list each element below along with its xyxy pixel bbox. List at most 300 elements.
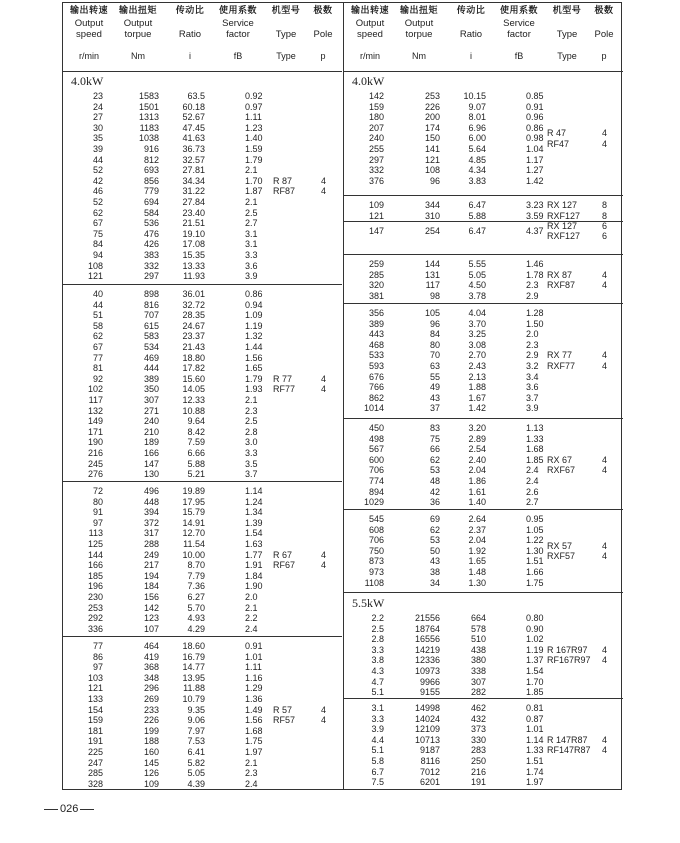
service-factor-cell: 1.44 bbox=[245, 342, 263, 352]
output-torque-cell: 80 bbox=[429, 339, 440, 350]
output-torque-cell: 117 bbox=[425, 280, 440, 291]
ratio-cell: 5.05 bbox=[187, 768, 205, 779]
output-torque-cell: 107 bbox=[143, 623, 159, 634]
output-torque-cell: 53 bbox=[429, 535, 440, 546]
output-speed-cell: 27 bbox=[92, 112, 103, 123]
ratio-cell: 7.59 bbox=[187, 437, 205, 448]
output-speed-cell: 332 bbox=[368, 165, 384, 176]
service-factor-cell: 2.3 bbox=[526, 339, 539, 350]
output-torque-cell: 166 bbox=[143, 448, 159, 458]
service-factor-cell: 2.1 bbox=[245, 757, 258, 768]
pole-count-label: 4 bbox=[602, 269, 608, 280]
left-group-2 bbox=[63, 482, 342, 637]
pole-count-label: 4 bbox=[602, 655, 608, 666]
service-factor-cell: 1.51 bbox=[526, 756, 544, 766]
ratio-cell: 6.27 bbox=[187, 592, 205, 602]
output-speed-cell: 297 bbox=[368, 154, 384, 165]
service-factor-cell: 3.4 bbox=[526, 371, 539, 382]
pole-count-label: 4 bbox=[602, 745, 608, 756]
output-speed-cell: 97 bbox=[92, 662, 103, 673]
service-factor-cell: 2.4 bbox=[245, 778, 258, 789]
ratio-cell: 19.89 bbox=[182, 486, 205, 496]
left-header-en1 bbox=[308, 18, 338, 30]
ratio-cell: 283 bbox=[470, 745, 486, 756]
right-header-cn: 机型号 bbox=[552, 6, 582, 16]
output-torque-cell: 131 bbox=[424, 269, 440, 280]
output-torque-cell: 108 bbox=[424, 165, 440, 176]
output-speed-cell: 121 bbox=[87, 271, 103, 282]
output-speed-cell: 91 bbox=[92, 507, 103, 518]
ratio-cell: 5.05 bbox=[468, 269, 486, 280]
output-speed-cell: 468 bbox=[368, 339, 384, 350]
model-type-label: RF147R87 bbox=[547, 745, 591, 756]
output-speed-cell: 3.3 bbox=[371, 713, 384, 724]
service-factor-cell: 1.19 bbox=[526, 644, 544, 655]
output-torque-cell: 233 bbox=[143, 704, 159, 715]
output-speed-cell: 6.7 bbox=[371, 766, 384, 777]
page-number: 026 bbox=[60, 803, 79, 815]
output-torque-cell: 37 bbox=[429, 403, 440, 414]
service-factor-cell: 1.22 bbox=[526, 535, 544, 546]
footer-rule-left bbox=[44, 809, 58, 810]
service-factor-cell: 2.1 bbox=[245, 395, 258, 405]
output-torque-cell: 66 bbox=[429, 444, 440, 455]
ratio-cell: 9.06 bbox=[187, 715, 205, 726]
output-torque-cell: 69 bbox=[429, 514, 440, 524]
ratio-cell: 9.35 bbox=[187, 704, 205, 715]
service-factor-cell: 0.95 bbox=[526, 514, 544, 524]
output-speed-cell: 1014 bbox=[363, 403, 384, 414]
ratio-cell: 27.84 bbox=[182, 197, 205, 207]
ratio-cell: 578 bbox=[470, 623, 486, 634]
pole-count-label: 4 bbox=[602, 644, 608, 655]
output-speed-cell: 973 bbox=[368, 567, 384, 577]
pole-count-label: 4 bbox=[321, 715, 327, 726]
ratio-cell: 3.25 bbox=[468, 329, 486, 340]
output-torque-cell: 121 bbox=[424, 154, 440, 165]
ratio-cell: 52.67 bbox=[182, 112, 205, 123]
service-factor-cell: 4.37 bbox=[526, 226, 544, 236]
pole-count-label: 8 bbox=[602, 200, 608, 210]
output-speed-cell: 149 bbox=[87, 416, 103, 427]
spec-table-sheet bbox=[62, 2, 622, 790]
output-speed-cell: 84 bbox=[92, 239, 103, 250]
model-type-label: R 57 bbox=[273, 704, 293, 715]
output-torque-cell: 253 bbox=[424, 91, 440, 101]
pole-count-label: 4 bbox=[602, 361, 608, 371]
output-speed-cell: 103 bbox=[87, 672, 103, 683]
output-speed-cell: 132 bbox=[87, 405, 103, 416]
output-speed-cell: 873 bbox=[368, 556, 384, 567]
service-factor-cell: 0.81 bbox=[526, 703, 544, 713]
output-speed-cell: 5.1 bbox=[371, 745, 384, 756]
service-factor-cell: 1.97 bbox=[526, 777, 544, 788]
service-factor-cell: 3.6 bbox=[245, 260, 258, 271]
ratio-cell: 6.47 bbox=[468, 200, 486, 210]
service-factor-cell: 0.90 bbox=[526, 623, 544, 634]
output-speed-cell: 40 bbox=[92, 289, 103, 299]
output-torque-cell: 200 bbox=[424, 112, 440, 123]
service-factor-cell: 3.7 bbox=[245, 469, 258, 480]
ratio-cell: 282 bbox=[470, 687, 486, 698]
left-header-col-0 bbox=[69, 6, 109, 41]
output-speed-cell: 285 bbox=[87, 768, 103, 779]
ratio-cell: 47.45 bbox=[182, 122, 205, 133]
pole-count-label: 4 bbox=[602, 128, 608, 139]
right-header-en2: Ratio bbox=[459, 29, 483, 40]
pole-count-label: 4 bbox=[602, 540, 608, 551]
ratio-cell: 1.30 bbox=[468, 577, 486, 588]
model-type-label: RX 77 bbox=[547, 350, 573, 361]
output-torque-cell: 296 bbox=[143, 683, 159, 694]
left-header-col-1 bbox=[109, 6, 167, 41]
output-speed-cell: 706 bbox=[368, 465, 384, 476]
output-torque-cell: 98 bbox=[429, 290, 440, 301]
ratio-cell: 27.81 bbox=[182, 165, 205, 176]
output-torque-cell: 14219 bbox=[414, 644, 440, 655]
ratio-cell: 5.88 bbox=[468, 210, 486, 221]
service-factor-cell: 1.11 bbox=[245, 662, 262, 673]
output-torque-cell: 145 bbox=[143, 757, 159, 768]
output-torque-cell: 249 bbox=[143, 549, 159, 560]
ratio-cell: 250 bbox=[470, 756, 486, 766]
left-header-cn: 输出扭矩 bbox=[118, 6, 157, 16]
right-header-col-0 bbox=[350, 6, 390, 41]
service-factor-cell: 2.8 bbox=[245, 426, 258, 437]
service-factor-cell: 1.32 bbox=[245, 331, 263, 342]
ratio-cell: 3.08 bbox=[468, 339, 486, 350]
ratio-cell: 4.39 bbox=[187, 778, 205, 789]
service-factor-cell: 2.0 bbox=[526, 329, 539, 340]
service-factor-cell: 1.63 bbox=[245, 539, 263, 549]
output-torque-cell: 383 bbox=[143, 250, 159, 260]
model-type-label: RXF127 bbox=[547, 210, 581, 221]
power-section-title: 5.5kW bbox=[352, 596, 385, 610]
pole-count-label: 4 bbox=[321, 549, 327, 560]
service-factor-cell: 2.7 bbox=[245, 218, 258, 229]
ratio-cell: 380 bbox=[470, 655, 486, 666]
service-factor-cell: 1.56 bbox=[245, 352, 263, 363]
ratio-cell: 2.70 bbox=[468, 350, 486, 361]
output-speed-cell: 51 bbox=[92, 310, 103, 321]
ratio-cell: 216 bbox=[470, 766, 486, 777]
right-header-col-2 bbox=[452, 6, 490, 41]
service-factor-cell: 3.3 bbox=[245, 448, 258, 458]
output-speed-cell: 276 bbox=[87, 469, 103, 480]
left-header-en2: Pole bbox=[313, 29, 333, 40]
ratio-cell: 17.82 bbox=[182, 363, 205, 374]
ratio-cell: 34.34 bbox=[182, 175, 205, 186]
service-factor-cell: 1.90 bbox=[245, 581, 263, 592]
service-factor-cell: 1.33 bbox=[526, 433, 544, 444]
service-factor-cell: 1.05 bbox=[526, 524, 544, 535]
output-torque-cell: 394 bbox=[143, 507, 159, 518]
output-torque-cell: 271 bbox=[143, 405, 159, 416]
right-header-col-4 bbox=[548, 6, 586, 41]
output-torque-cell: 307 bbox=[143, 395, 159, 405]
output-torque-cell: 496 bbox=[143, 486, 159, 496]
ratio-cell: 23.40 bbox=[182, 207, 205, 218]
output-speed-cell: 4.4 bbox=[371, 734, 384, 745]
output-torque-cell: 1183 bbox=[139, 122, 159, 133]
output-torque-cell: 43 bbox=[429, 556, 440, 567]
service-factor-cell: 1.84 bbox=[245, 570, 263, 581]
model-type-label: R 87 bbox=[273, 175, 293, 186]
service-factor-cell: 3.9 bbox=[526, 403, 539, 414]
output-speed-cell: 3.3 bbox=[371, 644, 384, 655]
output-torque-cell: 469 bbox=[143, 352, 159, 363]
ratio-cell: 1.42 bbox=[468, 403, 486, 414]
output-torque-cell: 53 bbox=[429, 465, 440, 476]
service-factor-cell: 2.1 bbox=[245, 165, 258, 176]
output-torque-cell: 816 bbox=[143, 299, 159, 310]
ratio-cell: 11.88 bbox=[183, 683, 205, 694]
model-type-label: RF167R97 bbox=[547, 655, 591, 666]
output-speed-cell: 77 bbox=[92, 641, 103, 651]
output-torque-cell: 694 bbox=[143, 197, 159, 207]
output-speed-cell: 113 bbox=[88, 528, 103, 539]
right-header-col-3 bbox=[494, 6, 544, 41]
output-torque-cell: 55 bbox=[429, 371, 440, 382]
service-factor-cell: 0.96 bbox=[526, 112, 544, 123]
output-torque-cell: 297 bbox=[143, 271, 159, 282]
service-factor-cell: 1.85 bbox=[526, 687, 544, 698]
service-factor-cell: 1.46 bbox=[526, 259, 544, 269]
output-speed-cell: 125 bbox=[87, 539, 103, 549]
output-speed-cell: 1108 bbox=[364, 577, 384, 588]
service-factor-cell: 0.97 bbox=[245, 101, 263, 112]
service-factor-cell: 1.56 bbox=[245, 715, 263, 726]
output-speed-cell: 102 bbox=[87, 384, 103, 395]
right-header-cn: 使用系数 bbox=[499, 6, 538, 16]
service-factor-cell: 2.3 bbox=[526, 280, 539, 291]
ratio-cell: 28.35 bbox=[182, 310, 205, 321]
output-torque-cell: 70 bbox=[429, 350, 440, 361]
output-torque-cell: 123 bbox=[143, 613, 159, 624]
output-speed-cell: 180 bbox=[368, 112, 384, 123]
output-speed-cell: 862 bbox=[368, 392, 384, 403]
output-speed-cell: 67 bbox=[92, 342, 103, 352]
service-factor-cell: 1.09 bbox=[245, 310, 263, 321]
service-factor-cell: 1.19 bbox=[245, 320, 263, 331]
ratio-cell: 664 bbox=[470, 613, 486, 623]
output-speed-cell: 39 bbox=[92, 144, 103, 154]
output-speed-cell: 245 bbox=[87, 458, 103, 469]
left-header-cn: 传动比 bbox=[175, 6, 205, 16]
ratio-cell: 10.88 bbox=[182, 405, 205, 416]
service-factor-cell: 1.97 bbox=[245, 747, 263, 757]
ratio-cell: 191 bbox=[470, 777, 486, 788]
model-type-label: RX 67 bbox=[547, 454, 573, 465]
output-speed-cell: 3.8 bbox=[371, 655, 384, 666]
output-speed-cell: 30 bbox=[92, 122, 103, 133]
right-header-en1 bbox=[589, 18, 619, 30]
service-factor-cell: 3.2 bbox=[526, 361, 539, 371]
right-group-2 bbox=[344, 222, 623, 255]
pole-count-label: 4 bbox=[321, 373, 327, 384]
service-factor-cell: 0.91 bbox=[245, 641, 263, 651]
left-header-col-2 bbox=[171, 6, 209, 41]
right-header-cn: 极数 bbox=[594, 6, 614, 16]
output-torque-cell: 18764 bbox=[414, 623, 440, 634]
right-header-en2: Type bbox=[556, 29, 578, 40]
output-torque-cell: 38 bbox=[429, 567, 440, 577]
service-factor-cell: 1.75 bbox=[245, 736, 263, 747]
ratio-cell: 60.18 bbox=[182, 101, 205, 112]
service-factor-cell: 0.86 bbox=[526, 122, 544, 133]
pole-count-label: 4 bbox=[602, 350, 608, 361]
ratio-cell: 6.47 bbox=[468, 226, 486, 236]
output-speed-cell: 92 bbox=[92, 373, 103, 384]
ratio-cell: 10.15 bbox=[463, 91, 486, 101]
output-speed-cell: 97 bbox=[92, 517, 103, 528]
ratio-cell: 5.21 bbox=[187, 469, 205, 480]
service-factor-cell: 1.74 bbox=[526, 766, 544, 777]
output-torque-cell: 856 bbox=[143, 175, 159, 186]
pole-count-label: 6 bbox=[602, 231, 608, 242]
output-speed-cell: 42 bbox=[92, 175, 103, 186]
right-header-en2: speed bbox=[357, 29, 383, 40]
output-speed-cell: 443 bbox=[368, 329, 384, 340]
output-speed-cell: 154 bbox=[87, 704, 103, 715]
service-factor-cell: 1.40 bbox=[245, 133, 263, 144]
service-factor-cell: 1.01 bbox=[245, 651, 263, 662]
ratio-cell: 2.04 bbox=[468, 465, 486, 476]
service-factor-cell: 1.91 bbox=[245, 560, 263, 571]
output-speed-cell: 4.3 bbox=[371, 666, 384, 676]
output-speed-cell: 706 bbox=[368, 535, 384, 546]
right-header-en1 bbox=[548, 18, 586, 30]
service-factor-cell: 1.30 bbox=[526, 545, 544, 556]
service-factor-cell: 2.1 bbox=[245, 197, 258, 207]
service-factor-cell: 1.11 bbox=[245, 112, 262, 123]
ratio-cell: 6.41 bbox=[187, 747, 205, 757]
output-torque-cell: 419 bbox=[143, 651, 159, 662]
service-factor-cell: 1.68 bbox=[526, 444, 544, 455]
output-speed-cell: 750 bbox=[368, 545, 384, 556]
output-torque-cell: 1501 bbox=[138, 101, 159, 112]
output-torque-cell: 536 bbox=[143, 218, 159, 229]
output-torque-cell: 9187 bbox=[419, 745, 440, 756]
output-torque-cell: 63 bbox=[429, 361, 440, 371]
service-factor-cell: 1.79 bbox=[245, 373, 263, 384]
right-header-unit: i bbox=[470, 51, 472, 61]
left-header-col-5 bbox=[308, 6, 338, 41]
service-factor-cell: 1.54 bbox=[526, 666, 544, 676]
output-torque-cell: 144 bbox=[424, 259, 440, 269]
output-speed-cell: 52 bbox=[92, 165, 103, 176]
service-factor-cell: 1.68 bbox=[245, 725, 263, 736]
left-header-en2: Type bbox=[275, 29, 297, 40]
output-torque-cell: 109 bbox=[143, 778, 159, 789]
output-torque-cell: 226 bbox=[143, 715, 159, 726]
output-speed-cell: 159 bbox=[368, 101, 384, 112]
output-speed-cell: 7.5 bbox=[371, 777, 384, 788]
output-speed-cell: 185 bbox=[87, 570, 103, 581]
service-factor-cell: 1.42 bbox=[526, 175, 544, 186]
model-type-label: RF57 bbox=[273, 715, 296, 726]
right-header bbox=[344, 3, 623, 72]
ratio-cell: 31.22 bbox=[182, 186, 205, 197]
service-factor-cell: 1.70 bbox=[526, 676, 544, 687]
left-header-cn: 输出转速 bbox=[69, 6, 108, 16]
pole-count-label: 4 bbox=[321, 175, 327, 186]
ratio-cell: 1.88 bbox=[468, 382, 486, 393]
service-factor-cell: 1.01 bbox=[526, 724, 544, 735]
output-torque-cell: 36 bbox=[429, 497, 440, 508]
output-torque-cell: 43 bbox=[429, 392, 440, 403]
output-torque-cell: 96 bbox=[429, 318, 440, 329]
ratio-cell: 32.72 bbox=[182, 299, 205, 310]
output-torque-cell: 372 bbox=[143, 517, 159, 528]
service-factor-cell: 3.23 bbox=[526, 200, 544, 210]
output-torque-cell: 105 bbox=[424, 308, 440, 318]
output-torque-cell: 62 bbox=[429, 454, 440, 465]
output-torque-cell: 344 bbox=[424, 200, 440, 210]
output-speed-cell: 376 bbox=[368, 175, 384, 186]
left-header-en2: Ratio bbox=[178, 29, 202, 40]
right-group-7 bbox=[344, 593, 623, 699]
model-type-label: RX 57 bbox=[547, 540, 573, 551]
ratio-cell: 1.65 bbox=[468, 556, 486, 567]
output-speed-cell: 533 bbox=[368, 350, 384, 361]
ratio-cell: 16.79 bbox=[182, 651, 205, 662]
output-torque-cell: 147 bbox=[143, 458, 159, 469]
service-factor-cell: 3.1 bbox=[245, 239, 258, 250]
ratio-cell: 21.43 bbox=[182, 342, 205, 352]
left-header-en1 bbox=[171, 18, 209, 30]
service-factor-cell: 1.50 bbox=[526, 318, 544, 329]
ratio-cell: 4.04 bbox=[468, 308, 486, 318]
left-header-unit: i bbox=[189, 51, 191, 61]
ratio-cell: 18.80 bbox=[182, 352, 205, 363]
ratio-cell: 4.50 bbox=[468, 280, 486, 291]
power-section-title: 4.0kW bbox=[352, 74, 385, 88]
ratio-cell: 1.40 bbox=[468, 497, 486, 508]
output-speed-cell: 320 bbox=[368, 280, 384, 291]
output-torque-cell: 160 bbox=[143, 747, 159, 757]
service-factor-cell: 1.28 bbox=[526, 308, 544, 318]
output-torque-cell: 12109 bbox=[414, 724, 440, 735]
right-header-col-5 bbox=[589, 6, 619, 41]
output-speed-cell: 133 bbox=[87, 694, 103, 704]
output-speed-cell: 4.7 bbox=[371, 676, 384, 687]
right-header-en1: Service bbox=[503, 17, 535, 29]
output-speed-cell: 23 bbox=[92, 91, 103, 101]
output-speed-cell: 2.2 bbox=[371, 613, 384, 623]
left-group-1 bbox=[63, 285, 342, 482]
pole-count-label: 4 bbox=[321, 704, 327, 715]
ratio-cell: 10.79 bbox=[182, 694, 205, 704]
output-torque-cell: 50 bbox=[429, 545, 440, 556]
service-factor-cell: 1.66 bbox=[526, 567, 544, 577]
ratio-cell: 4.34 bbox=[468, 165, 486, 176]
pole-count-label: 8 bbox=[602, 210, 608, 221]
output-torque-cell: 217 bbox=[143, 560, 159, 571]
service-factor-cell: 1.93 bbox=[245, 384, 263, 395]
service-factor-cell: 1.04 bbox=[526, 144, 544, 154]
output-torque-cell: 126 bbox=[143, 768, 159, 779]
service-factor-cell: 1.70 bbox=[245, 175, 263, 186]
service-factor-cell: 1.49 bbox=[245, 704, 263, 715]
pole-count-label: 4 bbox=[602, 551, 608, 562]
right-header-cn: 输出转速 bbox=[350, 6, 389, 16]
output-speed-cell: 109 bbox=[368, 200, 384, 210]
output-speed-cell: 142 bbox=[368, 91, 384, 101]
output-torque-cell: 141 bbox=[424, 144, 440, 154]
model-type-label: R 167R97 bbox=[547, 644, 588, 655]
service-factor-cell: 2.0 bbox=[245, 592, 258, 602]
